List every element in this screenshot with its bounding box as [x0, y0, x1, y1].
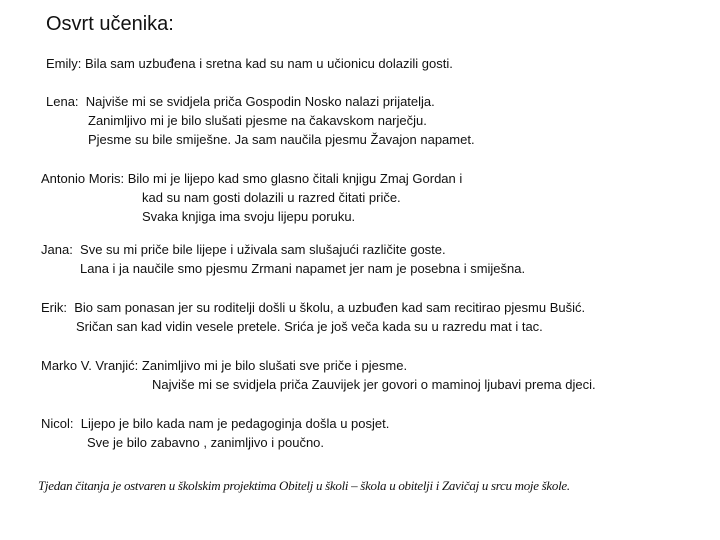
entry-text: Najviše mi se svidjela priča Gospodin Nosko nalazi prijatelja. [85, 94, 435, 109]
speaker-name: Erik: [41, 300, 67, 315]
entry-text: Bila sam uzbuđena i sretna kad su nam u učionicu dolazili gosti. [85, 56, 453, 71]
entry-line [41, 298, 585, 317]
entry-nicol [41, 414, 389, 452]
entry-line: kad su nam gosti dolazili u razred čitati priče. [142, 190, 401, 205]
speaker-name: Lena: [46, 94, 79, 109]
entry-jana [41, 240, 525, 278]
entry-line [41, 169, 462, 188]
entry-line: Zanimljivo mi je bilo slušati pjesme na čakavskom narječju. [88, 113, 427, 128]
entry-line [41, 240, 525, 259]
speaker-name: Jana: [41, 242, 73, 257]
entry-line [46, 54, 453, 73]
entry-text: Bilo mi je lijepo kad smo glasno čitali knjigu Zmaj Gordan i [127, 171, 463, 186]
entry-line: Svaka knjiga ima svoju lijepu poruku. [142, 209, 356, 224]
entry-erik [41, 298, 585, 336]
entry-text: Sve su mi priče bile lijepe i uživala sam slušajući različite goste. [80, 242, 446, 257]
entry-line [46, 92, 475, 111]
entry-marko-v-vranjic [41, 356, 596, 394]
entry-line: Lana i ja naučile smo pjesmu Zrmani napamet jer nam je posebna i smiješna. [80, 261, 526, 276]
entry-line [41, 356, 596, 375]
entry-lena [46, 92, 475, 149]
speaker-name: Antonio Moris: [41, 171, 125, 186]
entry-text: Bio sam ponasan jer su roditelji došli u školu, a uzbuđen kad sam recitirao pjesmu Bušić. [74, 300, 586, 315]
entry-line: Pjesme su bile smiješne. Ja sam naučila pjesmu Žavajon napamet. [88, 132, 475, 147]
entry-antonio-moris [41, 169, 462, 226]
speaker-name: Marko V. Vranjić: [41, 358, 139, 373]
entry-line: Sve je bilo zabavno , zanimljivo i poučno. [87, 435, 325, 450]
entry-text: Lijepo je bilo kada nam je pedagoginja došla u posjet. [80, 416, 390, 431]
speaker-name: Nicol: [41, 416, 74, 431]
page-title: Osvrt učenika: [46, 13, 174, 35]
entry-text: Zanimljivo mi je bilo slušati sve priče i pjesme. [141, 358, 408, 373]
entry-line [41, 414, 389, 433]
entry-line: Najviše mi se svidjela priča Zauvijek jer govori o maminoj ljubavi prema djeci. [152, 377, 596, 392]
footer-note: Tjedan čitanja je ostvaren u školskim projektima Obitelj u školi – škola u obitelji i Zavičaj u srcu moje škole. [38, 478, 570, 493]
speaker-name: Emily: [46, 56, 82, 71]
entry-emily [46, 54, 453, 73]
entry-line: Sričan san kad vidin vesele pretele. Srića je još veča kada su u razredu mat i tac. [76, 319, 543, 334]
